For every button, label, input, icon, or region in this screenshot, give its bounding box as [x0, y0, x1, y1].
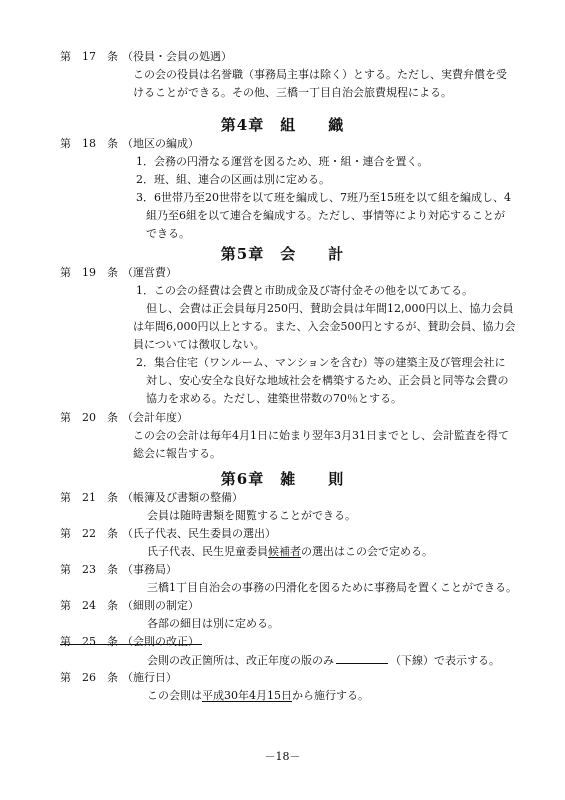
text-segment: この会則は: [147, 689, 202, 702]
article-number: 第 21 条: [60, 491, 118, 504]
page-number: －18－: [264, 750, 301, 763]
article-number: 第 17 条: [60, 50, 118, 63]
article-title: （帳簿及び書類の整備）: [122, 491, 243, 504]
article-18-item-3: 3．6世帯乃至20世帯を以て班を編成し、7班乃至15班を以て組を編成し、4: [136, 191, 511, 204]
article-title: （地区の編成）: [122, 137, 199, 150]
article-22-heading: [60, 527, 276, 541]
text-segment: から施行する。: [292, 689, 369, 702]
text-segment: （下線）で表示する。: [390, 654, 500, 667]
article-21-heading: [60, 491, 243, 505]
article-20-text-2: 総会に報告する。: [133, 447, 221, 460]
article-17-text-1: この会の役員は名誉職（事務局主事は除く）とする。ただし、実費弁償を受: [133, 68, 507, 81]
article-23-heading: [60, 563, 177, 577]
article-17-heading: [60, 50, 232, 64]
article-17-text-2: けることができる。その他、三橋一丁目自治会旅費規程による。: [133, 86, 452, 99]
article-19-item-2-cont: 対し、安心安全な良好な地域社会を構築するため、正会員と同等な会費の: [146, 374, 509, 387]
article-19-item-1-cont: 但し、会費は正会員毎月250円、賛助会員は年間12,000円以上、協力会員: [146, 302, 514, 315]
article-number: 第 23 条: [60, 563, 118, 576]
article-title: （施行日）: [122, 671, 177, 684]
article-title: （事務局）: [122, 563, 177, 576]
text-segment: 氏子代表、民生児童委員: [147, 545, 268, 558]
chapter-5-heading: 第5章 会 計: [220, 245, 345, 263]
article-19-item-1: 1．この会の経費は会費と市助成金及び寄付金その他を以てあてる。: [136, 284, 473, 297]
article-20-text-1: この会の会計は毎年4月1日に始まり翌年3月31日までとし、会計監査を得て: [133, 429, 509, 442]
article-20-heading: [60, 411, 188, 425]
article-title: （細則の制定）: [122, 599, 199, 612]
article-19-item-1-cont: 員については徴収しない。: [133, 338, 265, 351]
article-title: （役員・会員の処遇）: [122, 50, 232, 63]
article-18-item-1: 1．会務の円滑なる運営を図るため、班・組・連合を置く。: [136, 155, 429, 168]
article-26-text: [147, 689, 369, 703]
article-23-text: 三橋1丁目自治会の事務の円滑化を図るために事務局を置くことができる。: [147, 581, 517, 594]
article-21-text: 会員は随時書類を閲覧することができる。: [147, 509, 356, 522]
article-title: （会則の改正）: [122, 635, 199, 648]
article-19-item-1-cont: は年間6,000円以上とする。また、入会金500円とするが、賛助会員、協力会: [133, 320, 516, 333]
article-number: 第 20 条: [60, 411, 118, 424]
text-segment: 会則の改正箇所は、改正年度の版のみ: [147, 654, 334, 667]
underlined-revision: 候補者: [268, 545, 301, 558]
article-title: （運営費）: [122, 266, 177, 279]
article-title: （会計年度）: [122, 411, 188, 424]
chapter-6-heading: 第6章 雑 則: [220, 470, 345, 488]
article-18-item-3-cont: 組乃至6組を以て連合を編成する。ただし、事情等により対応することが: [146, 209, 505, 222]
article-number: 第 19 条: [60, 266, 118, 279]
article-number: 第 18 条: [60, 137, 118, 150]
article-19-item-2-cont: 協力を求める。ただし、建築世帯数の70％とする。: [146, 392, 402, 405]
article-26-heading: [60, 671, 177, 685]
article-24-heading: [60, 599, 199, 613]
article-number: 第 22 条: [60, 527, 118, 540]
article-22-text: [147, 545, 433, 559]
text-segment: の選出はこの会で定める。: [301, 545, 433, 558]
article-number: 第 26 条: [60, 671, 118, 684]
article-18-item-2: 2．班、組、連合の区画は別に定める。: [136, 173, 330, 186]
article-18-heading: [60, 137, 199, 151]
underline-sample: [336, 653, 388, 664]
article-25-heading: [60, 635, 199, 649]
article-title: （氏子代表、民生委員の選出）: [122, 527, 276, 540]
article-18-item-3-cont: できる。: [146, 227, 190, 240]
article-19-item-2: 2．集合住宅（ワンルーム、マンションを含む）等の建築主及び管理会社に: [136, 356, 506, 369]
article-number: 第 24 条: [60, 599, 118, 612]
article-25-underline: [60, 644, 202, 645]
article-24-text: 各部の細目は別に定める。: [147, 617, 279, 630]
underlined-revision: 平成30年4月15日: [202, 689, 292, 702]
article-19-heading: [60, 266, 177, 280]
article-25-text: [147, 653, 500, 668]
chapter-4-heading: 第4章 組 織: [220, 116, 345, 134]
article-number: 第 25 条: [60, 635, 118, 648]
